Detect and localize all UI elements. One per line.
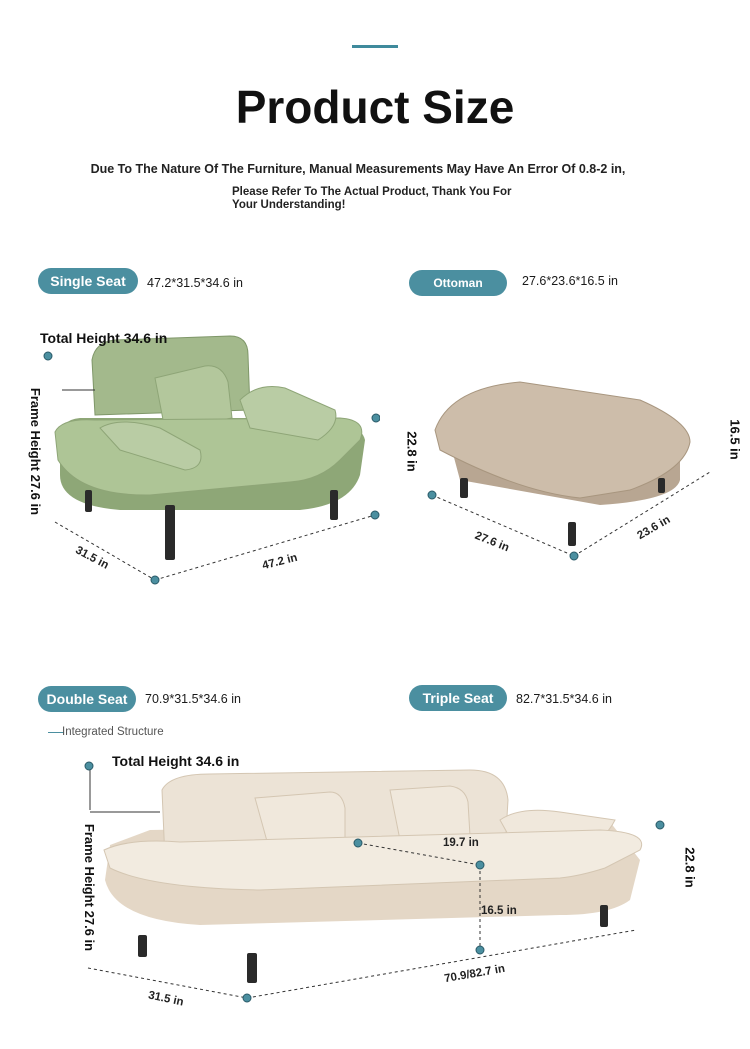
single-depth: 31.5 in (73, 544, 111, 572)
sofa-frame-height: Frame Height 27.6 in (82, 823, 98, 952)
sofa-depth: 31.5 in (147, 989, 185, 1009)
double-seat-dims: 70.9*31.5*34.6 in (145, 692, 241, 706)
ottoman-right-height: 16.5 in (727, 419, 743, 460)
green-armchair-image (55, 336, 365, 560)
sofa-illustration (0, 750, 750, 1049)
measurement-note-2: Please Refer To The Actual Product, Thank You For Your Understanding! (232, 186, 512, 211)
accent-line (352, 45, 398, 48)
single-total-height: Total Height 34.6 in (40, 330, 168, 346)
single-width: 47.2 in (261, 551, 299, 573)
single-seat-dims: 47.2*31.5*34.6 in (147, 276, 243, 290)
page-title: Product Size (235, 81, 515, 133)
ottoman-illustration (400, 360, 740, 580)
measurement-note: Due To The Nature Of The Furniture, Manual Measurements May Have An Error Of 0.8-2 in, (90, 162, 626, 176)
sofa-width: 70.9/82.7 in (443, 962, 506, 986)
sofa-arm-height: 22.8 in (682, 847, 698, 888)
single-seat-badge: Single Seat (38, 268, 138, 294)
sofa-seat-height: 16.5 in (481, 905, 517, 917)
ottoman-dims: 27.6*23.6*16.5 in (522, 274, 618, 288)
double-seat-badge: Double Seat (38, 686, 136, 712)
triple-seat-badge: Triple Seat (409, 685, 507, 711)
triple-seat-dims: 82.7*31.5*34.6 in (516, 692, 612, 706)
sofa-seat-depth: 19.7 in (443, 837, 479, 849)
ottoman-depth: 23.6 in (635, 513, 673, 543)
single-frame-height: Frame Height 27.6 in (28, 387, 44, 516)
ottoman-width: 27.6 in (473, 529, 511, 555)
sofa-total-height: Total Height 34.6 in (112, 753, 240, 769)
ottoman-badge: Ottoman (409, 270, 507, 296)
cream-sofa-image (104, 770, 642, 986)
integrated-structure-note: Integrated Structure (62, 726, 164, 738)
ottoman-left-height: 22.8 in (404, 431, 420, 472)
